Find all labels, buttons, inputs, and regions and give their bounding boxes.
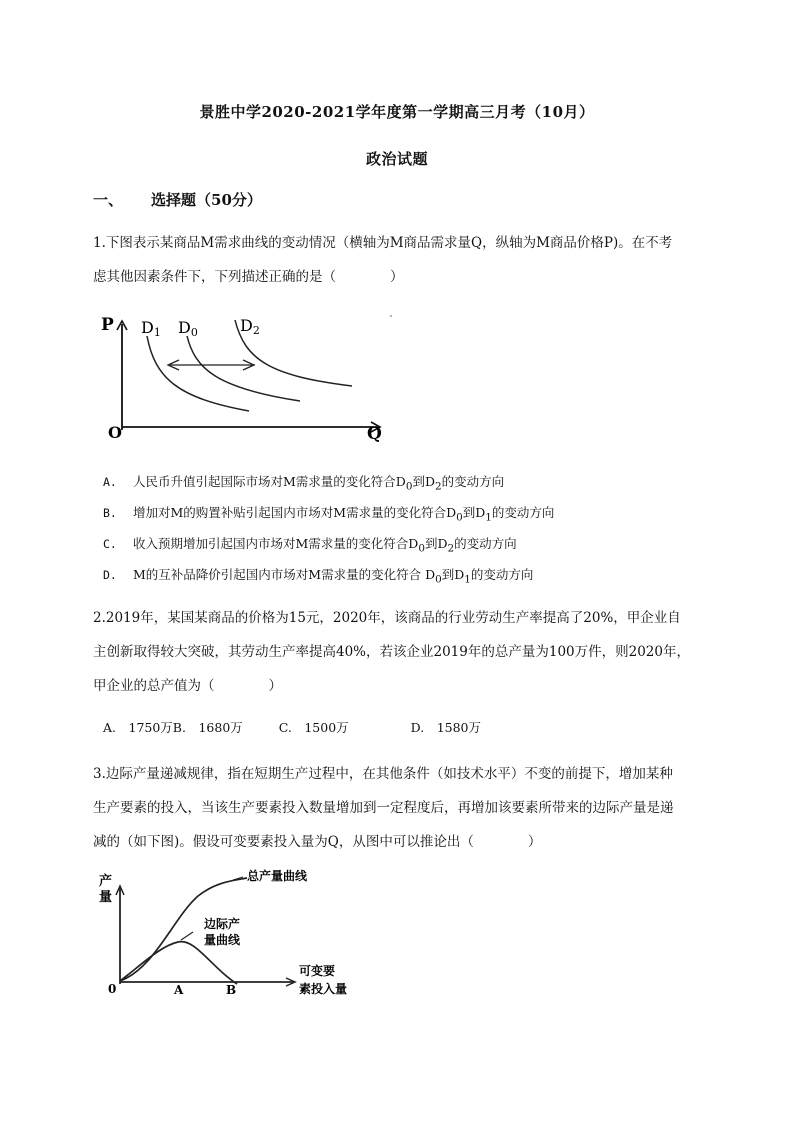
label-d1: D1 — [141, 318, 161, 339]
q1-line2: 虑其他因素条件下，下列描述正确的是（ ） — [93, 269, 404, 285]
exam-title: 景胜中学2020-2021学年度第一学期高三月考（10月） — [199, 103, 595, 121]
q1-option-a: A. 人民币升值引起国际市场对M需求量的变化符合$D_0$到$D_2$的变动方向 — [103, 474, 505, 493]
marginal-curve-label-2: 量曲线 — [204, 933, 241, 947]
q3-line2: 生产要素的投入，当该生产要素投入数量增加到一定程度后，再增加该要素所带来的边际产量是递 — [93, 800, 674, 816]
curve-d1 — [147, 336, 249, 411]
q2-line1: 2.2019年，某国某商品的价格为15元，2020年，该商品的行业劳动生产率提高了20%，甲企业自 — [93, 610, 681, 626]
question-1 — [93, 226, 705, 294]
marginal-curve-label-1: 边际产 — [204, 917, 241, 931]
point-b-label: B — [226, 983, 237, 997]
marginal-product-figure — [95, 858, 385, 1000]
q1-option-d: D. M的互补品降价引起国内市场对M需求量的变化符合 $D_0$到$D_1$的变动方向 — [103, 567, 534, 586]
q2-option-d: D. 1580万 — [410, 720, 482, 735]
label-d2: D2 — [240, 316, 260, 337]
section-number: 一、 — [93, 191, 124, 209]
y-axis-label: P — [101, 315, 114, 335]
point-a-label: A — [174, 983, 184, 997]
demand-curve-figure — [95, 308, 395, 443]
marginal-product-curve — [120, 942, 237, 984]
q3-line3: 减的（如下图)。假设可变要素投入量为Q，从图中可以推论出（ ） — [93, 834, 542, 850]
total-curve-label: 总产量曲线 — [247, 869, 308, 883]
y-axis-label-1: 产 — [99, 874, 113, 889]
section-heading — [93, 189, 262, 210]
scan-speck — [390, 315, 392, 317]
x-axis-label-1: 可变要 — [299, 964, 336, 978]
question-3 — [93, 757, 705, 859]
q2-line3: 甲企业的总产值为（ ） — [93, 678, 282, 694]
curve-d0 — [187, 336, 300, 401]
q2-line2: 主创新取得较大突破，其劳动生产率提高40%，若该企业2019年的总产量为100万件，则2020年， — [93, 644, 690, 660]
q3-line1: 3.边际产量递减规律，指在短期生产过程中，在其他条件（如技术水平）不变的前提下，增加某种 — [93, 766, 673, 782]
label-d0: D0 — [178, 318, 198, 339]
y-axis-label-2: 量 — [99, 890, 113, 905]
q1-option-b: B. 增加对M的购置补贴引起国内市场对M需求量的变化符合$D_0$到$D_1$的变动方向 — [103, 505, 555, 524]
q1-line1: 1.下图表示某商品M需求曲线的变动情况（横轴为M商品需求量Q，纵轴为M商品价格P)。在不考 — [93, 235, 673, 251]
x-axis-label: Q — [367, 424, 382, 443]
q2-option-c: C. 1500万 — [278, 720, 349, 735]
x-axis-label-2: 素投入量 — [299, 982, 348, 996]
q2-options-row — [103, 718, 481, 736]
section-label: 选择题（50分） — [151, 191, 262, 209]
q1-option-c: C. 收入预期增加引起国内市场对M需求量的变化符合$D_0$到$D_2$的变动方向 — [103, 536, 517, 555]
exam-subtitle: 政治试题 — [365, 150, 428, 168]
origin-label: 0 — [108, 982, 117, 996]
marginal-pointer-line — [181, 932, 193, 940]
question-2 — [93, 601, 705, 703]
origin-label: O — [108, 423, 122, 442]
q2-option-ab: A. 1750万B. 1680万 — [103, 720, 243, 735]
